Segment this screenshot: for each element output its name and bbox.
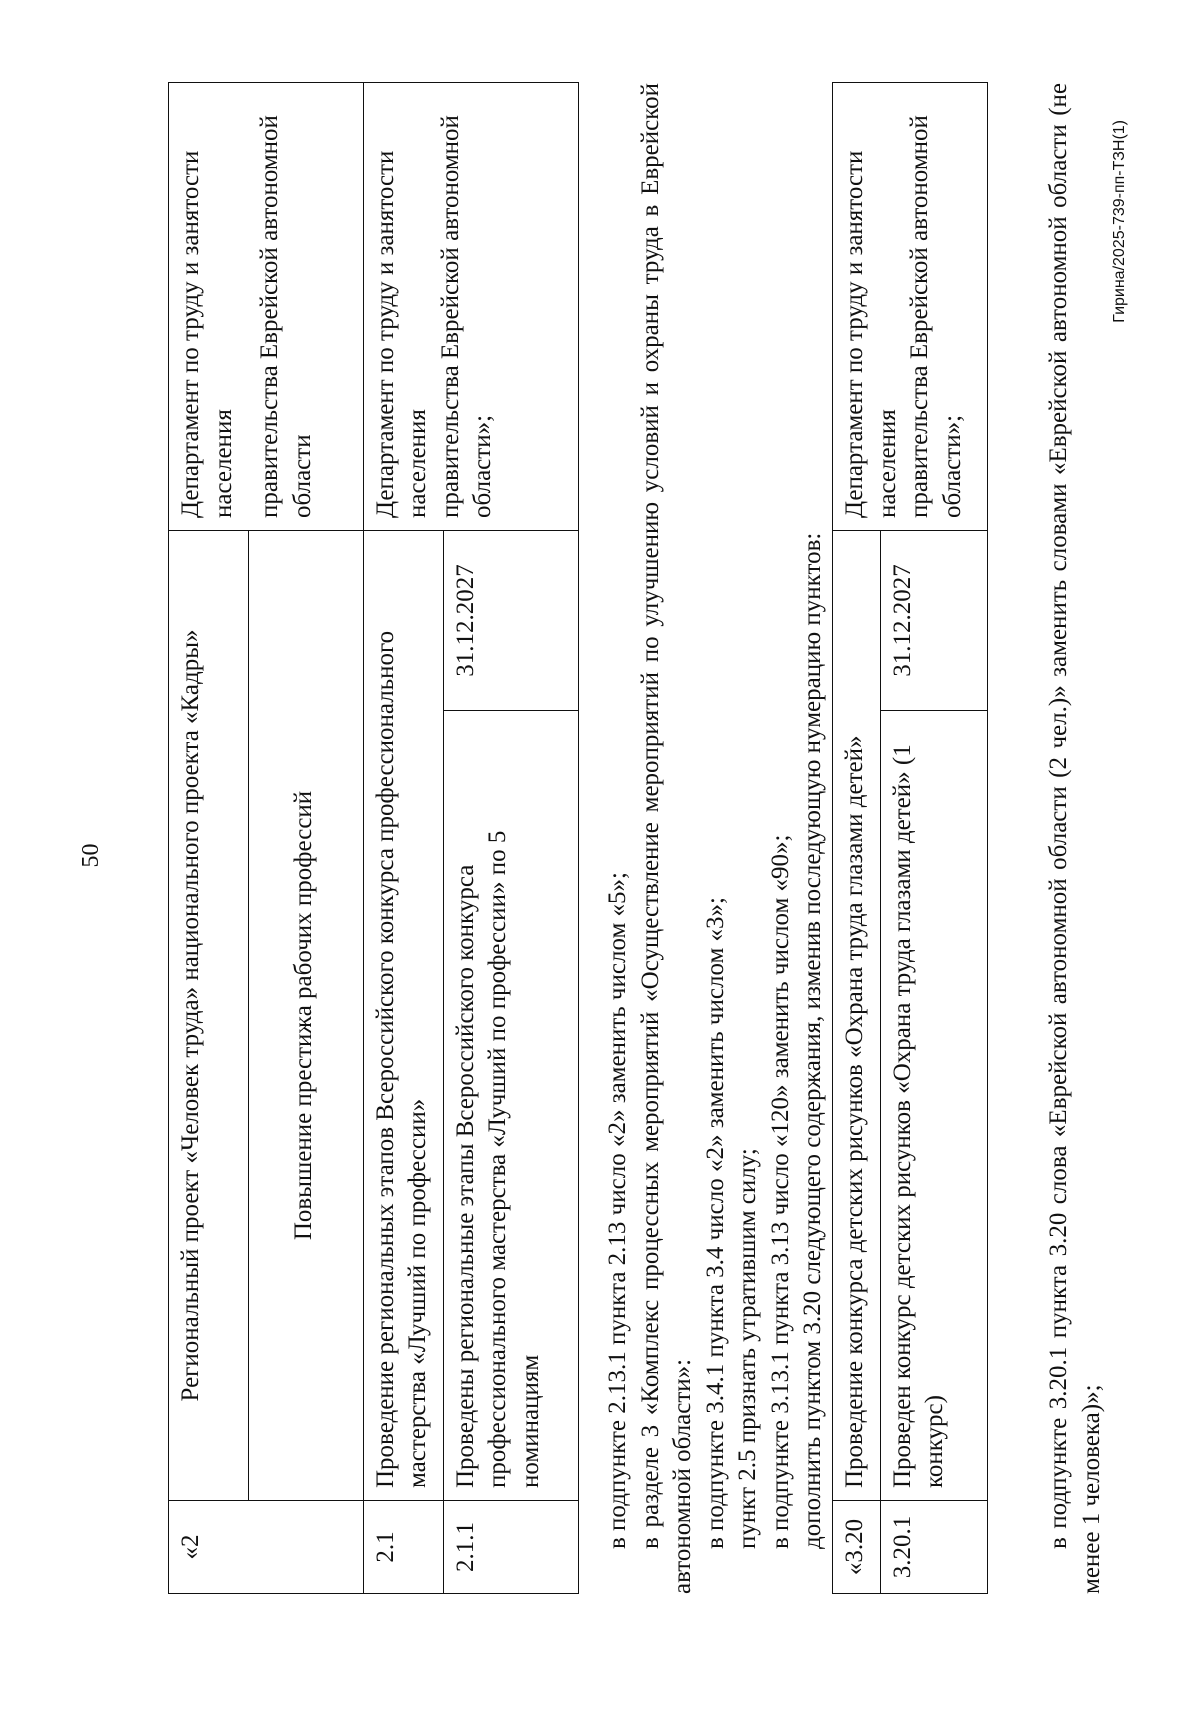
paragraph: в разделе 3 «Комплекс процессных мероприятий «Осуществление мероприятий по улучшению условий и охраны труда в Еврейской автономной области»: xyxy=(636,83,696,1594)
paragraph: дополнить пунктом 3.20 следующего содержания, изменив последующую нумерацию пунктов: xyxy=(799,532,826,1549)
subsection-title: Повышение престижа рабочих профессий xyxy=(248,530,363,1500)
page-number: 50 xyxy=(78,843,104,868)
measures-table-1 xyxy=(168,82,579,1594)
paragraph: в подпункте 2.13.1 пункта 2.13 число «2» заменить числом «5»; xyxy=(604,872,631,1549)
deadline-date: 31.12.2027 xyxy=(443,530,578,710)
paragraph: в подпункте 3.4.1 пункта 3.4 число «2» заменить числом «3»; xyxy=(701,897,729,1549)
row-number: «2 xyxy=(169,1501,364,1594)
table-row xyxy=(363,82,443,1593)
row-number: «3.20 xyxy=(833,1501,881,1594)
result-text: Проведен конкурс детских рисунков «Охрана труда глазами детей» (1 конкурс) xyxy=(880,711,987,1501)
responsible-department xyxy=(363,82,578,530)
deadline-date: 31.12.2027 xyxy=(880,531,987,711)
document-code: Гирина/2025-739-пп-ТЗН(1) xyxy=(1111,120,1128,323)
amendments-text xyxy=(602,83,830,1594)
measures-table-2 xyxy=(832,82,988,1594)
measure-text: Проведение региональных этапов Всероссийского конкурса профессионального мастерства «Лучший по профессии» xyxy=(363,530,443,1500)
table-row xyxy=(833,83,881,1594)
paragraph: пункт 2.5 признать утратившим силу; xyxy=(734,1148,761,1549)
department-line: Департамент по труду и занятости населения xyxy=(371,150,431,518)
project-title: Региональный проект «Человек труда» национального проекта «Кадры» xyxy=(169,530,249,1500)
paragraph: в подпункте 3.20.1 пункта 3.20 слова «Еврейской автономной области (2 чел.)» заменить словами «Еврейской автономной области (не менее 1 человека)»; xyxy=(1045,83,1105,1594)
department-line: правительства Еврейской автономной области»; xyxy=(436,115,496,518)
paragraph: в подпункте 3.13.1 пункта 3.13 число «120» заменить числом «90»; xyxy=(766,834,794,1549)
measure-text: Проведение конкурса детских рисунков «Охрана труда глазами детей» xyxy=(833,531,881,1501)
department-line: Департамент по труду и занятости населения xyxy=(841,150,901,518)
responsible-department-cont: правительства Еврейской автономной области xyxy=(248,82,363,530)
responsible-department: Департамент по труду и занятости населения xyxy=(169,82,249,530)
table-row xyxy=(248,82,363,1593)
department-line: правительства Еврейской автономной области»; xyxy=(906,115,966,518)
table-row xyxy=(169,82,249,1593)
row-number: 2.1.1 xyxy=(443,1501,578,1594)
responsible-department xyxy=(833,83,988,531)
amendment-paragraph xyxy=(1043,83,1108,1594)
row-number: 3.20.1 xyxy=(880,1501,987,1594)
row-number: 2.1 xyxy=(363,1501,443,1594)
result-text: Проведены региональные этапы Всероссийского конкурса профессионального мастерства «Лучший по профессии» по 5 номинациям xyxy=(443,711,578,1501)
